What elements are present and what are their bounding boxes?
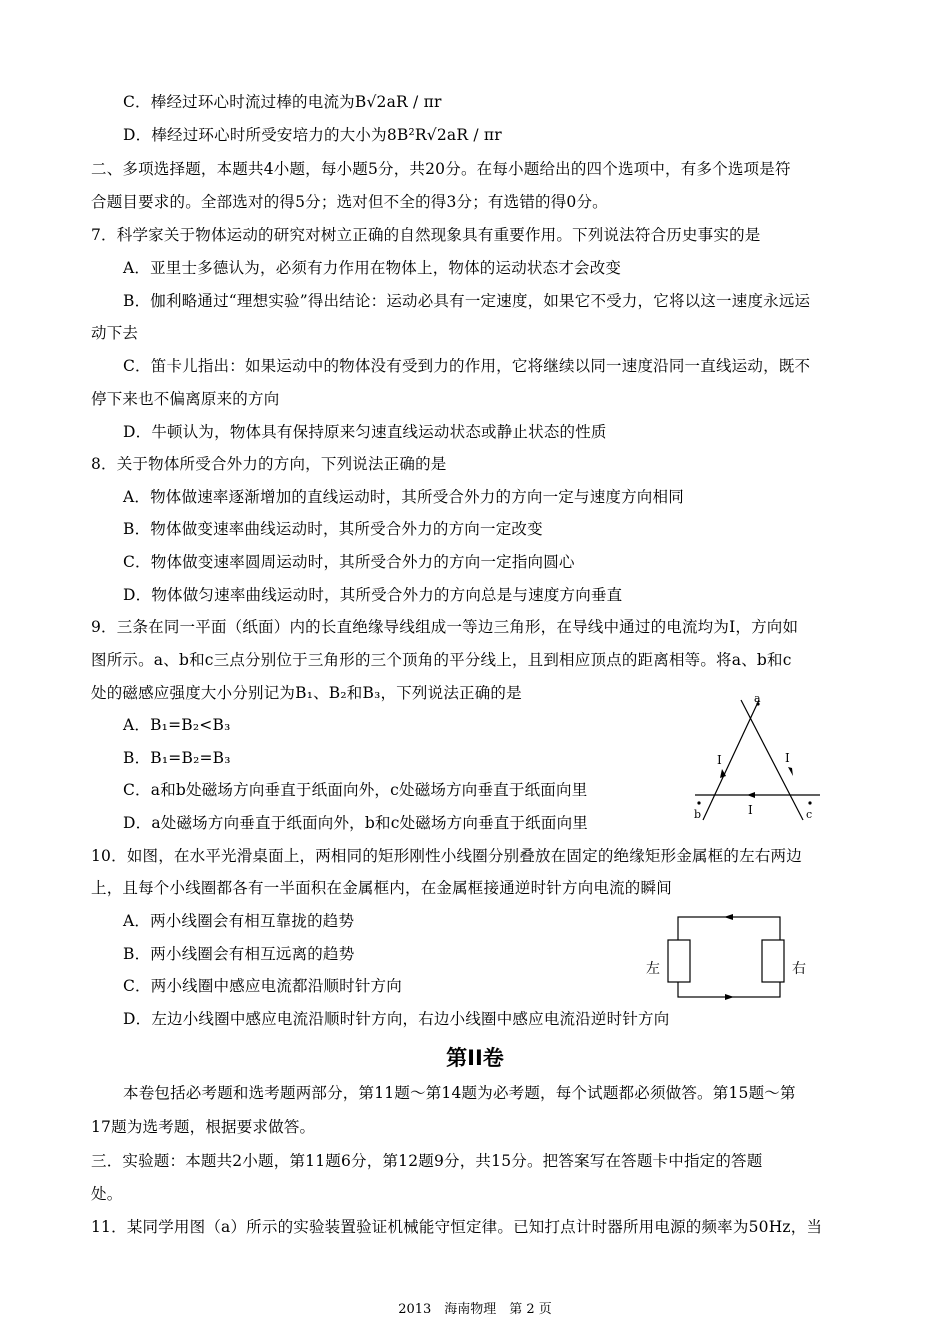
part2-intro-line1: 本卷包括必考题和选考题两部分，第11题～第14题为必考题，每个试题都必须做答。第15题～第	[123, 1084, 796, 1102]
fig9-label-i-left: I	[717, 753, 722, 767]
section3-heading-line1: 三．实验题：本题共2小题，第11题6分，第12题9分，共15分。把答案写在答题卡中指定的答题	[91, 1152, 763, 1170]
q8-option-d: D．物体做匀速率曲线运动时，其所受合外力的方向总是与速度方向垂直	[123, 586, 623, 604]
fig10-label-right: 右	[792, 961, 806, 977]
q9-stem-line1: 9．三条在同一平面（纸面）内的长直绝缘导线组成一等边三角形，在导线中通过的电流均为I，方向如	[91, 618, 799, 636]
part2-intro-line2: 17题为选考题，根据要求做答。	[91, 1118, 316, 1136]
q8-option-b: B．物体做变速率曲线运动时，其所受合外力的方向一定改变	[123, 520, 543, 538]
q10-option-d: D．左边小线圈中感应电流沿顺时针方向，右边小线圈中感应电流沿逆时针方向	[123, 1010, 670, 1028]
q8-stem: 8．关于物体所受合外力的方向，下列说法正确的是	[91, 455, 447, 473]
q7-option-b-line1: B．伽利略通过“理想实验”得出结论：运动必具有一定速度，如果它不受力，它将以这一速度永远运	[123, 292, 811, 310]
q9-option-c: C．a和b处磁场方向垂直于纸面向外，c处磁场方向垂直于纸面向里	[123, 781, 588, 799]
q8-option-a: A．物体做速率逐渐增加的直线运动时，其所受合外力的方向一定与速度方向相同	[123, 488, 684, 506]
q7-option-b-line2: 动下去	[91, 324, 139, 342]
q9-option-b: B．B₁=B₂=B₃	[123, 749, 231, 767]
q10-stem-line2: 上，且每个小线圈都各有一半面积在金属框内，在金属框接通逆时针方向电流的瞬间	[91, 879, 672, 897]
fig9-label-c: c	[806, 808, 813, 821]
q9-stem-line2: 图所示。a、b和c三点分别位于三角形的三个顶角的平分线上，且到相应顶点的距离相等。将a、b和c	[91, 651, 792, 669]
section2-heading-line1: 二、多项选择题，本题共4小题，每小题5分，共20分。在每小题给出的四个选项中，有多个选项是符	[91, 160, 791, 178]
q9-triangle-figure	[685, 690, 835, 830]
q9-option-a: A．B₁=B₂<B₃	[123, 716, 231, 734]
fig9-label-b: b	[694, 808, 702, 821]
q10-option-a: A．两小线圈会有相互靠拢的趋势	[123, 912, 355, 930]
fig9-label-i-bottom: I	[748, 803, 753, 817]
q11-stem: 11．某同学用图（a）所示的实验装置验证机械能守恒定律。已知打点计时器所用电源的频率为50Hz，当	[91, 1218, 823, 1236]
q6-option-d: D．棒经过环心时所受安培力的大小为8B²R√2aR / πr	[123, 126, 502, 144]
q10-stem-line1: 10．如图，在水平光滑桌面上，两相同的矩形刚性小线圈分别叠放在固定的绝缘矩形金属框的左右两边	[91, 847, 802, 865]
q10-option-b: B．两小线圈会有相互远离的趋势	[123, 945, 355, 963]
q7-option-c-line2: 停下来也不偏离原来的方向	[91, 390, 280, 408]
q6-option-c: C．棒经过环心时流过棒的电流为B√2aR / πr	[123, 93, 442, 111]
fig10-label-left: 左	[646, 961, 660, 977]
q9-stem-line3: 处的磁感应强度大小分别记为B₁、B₂和B₃，下列说法正确的是	[91, 684, 522, 702]
q10-option-c: C．两小线圈中感应电流都沿顺时针方向	[123, 977, 402, 995]
section3-heading-line2: 处。	[91, 1185, 123, 1203]
q8-option-c: C．物体做变速率圆周运动时，其所受合外力的方向一定指向圆心	[123, 553, 575, 571]
q9-option-d: D．a处磁场方向垂直于纸面向外，b和c处磁场方向垂直于纸面向里	[123, 814, 588, 832]
q7-stem: 7．科学家关于物体运动的研究对树立正确的自然现象具有重要作用。下列说法符合历史事实的是	[91, 226, 761, 244]
fig9-label-a: a	[754, 692, 761, 705]
q7-option-c-line1: C．笛卡儿指出：如果运动中的物体没有受到力的作用，它将继续以同一速度沿同一直线运动，既不	[123, 357, 811, 375]
q7-option-d: D．牛顿认为，物体具有保持原来匀速直线运动状态或静止状态的性质	[123, 423, 607, 441]
page-footer: 2013 海南物理 第 2 页	[398, 1302, 552, 1317]
q10-frame-figure	[640, 905, 820, 1005]
part2-title: 第II卷	[446, 1046, 504, 1070]
section2-heading-line2: 合题目要求的。全部选对的得5分；选对但不全的得3分；有选错的得0分。	[91, 193, 608, 211]
fig9-label-i-right: I	[785, 751, 790, 765]
q7-option-a: A．亚里士多德认为，必须有力作用在物体上，物体的运动状态才会改变	[123, 259, 622, 277]
